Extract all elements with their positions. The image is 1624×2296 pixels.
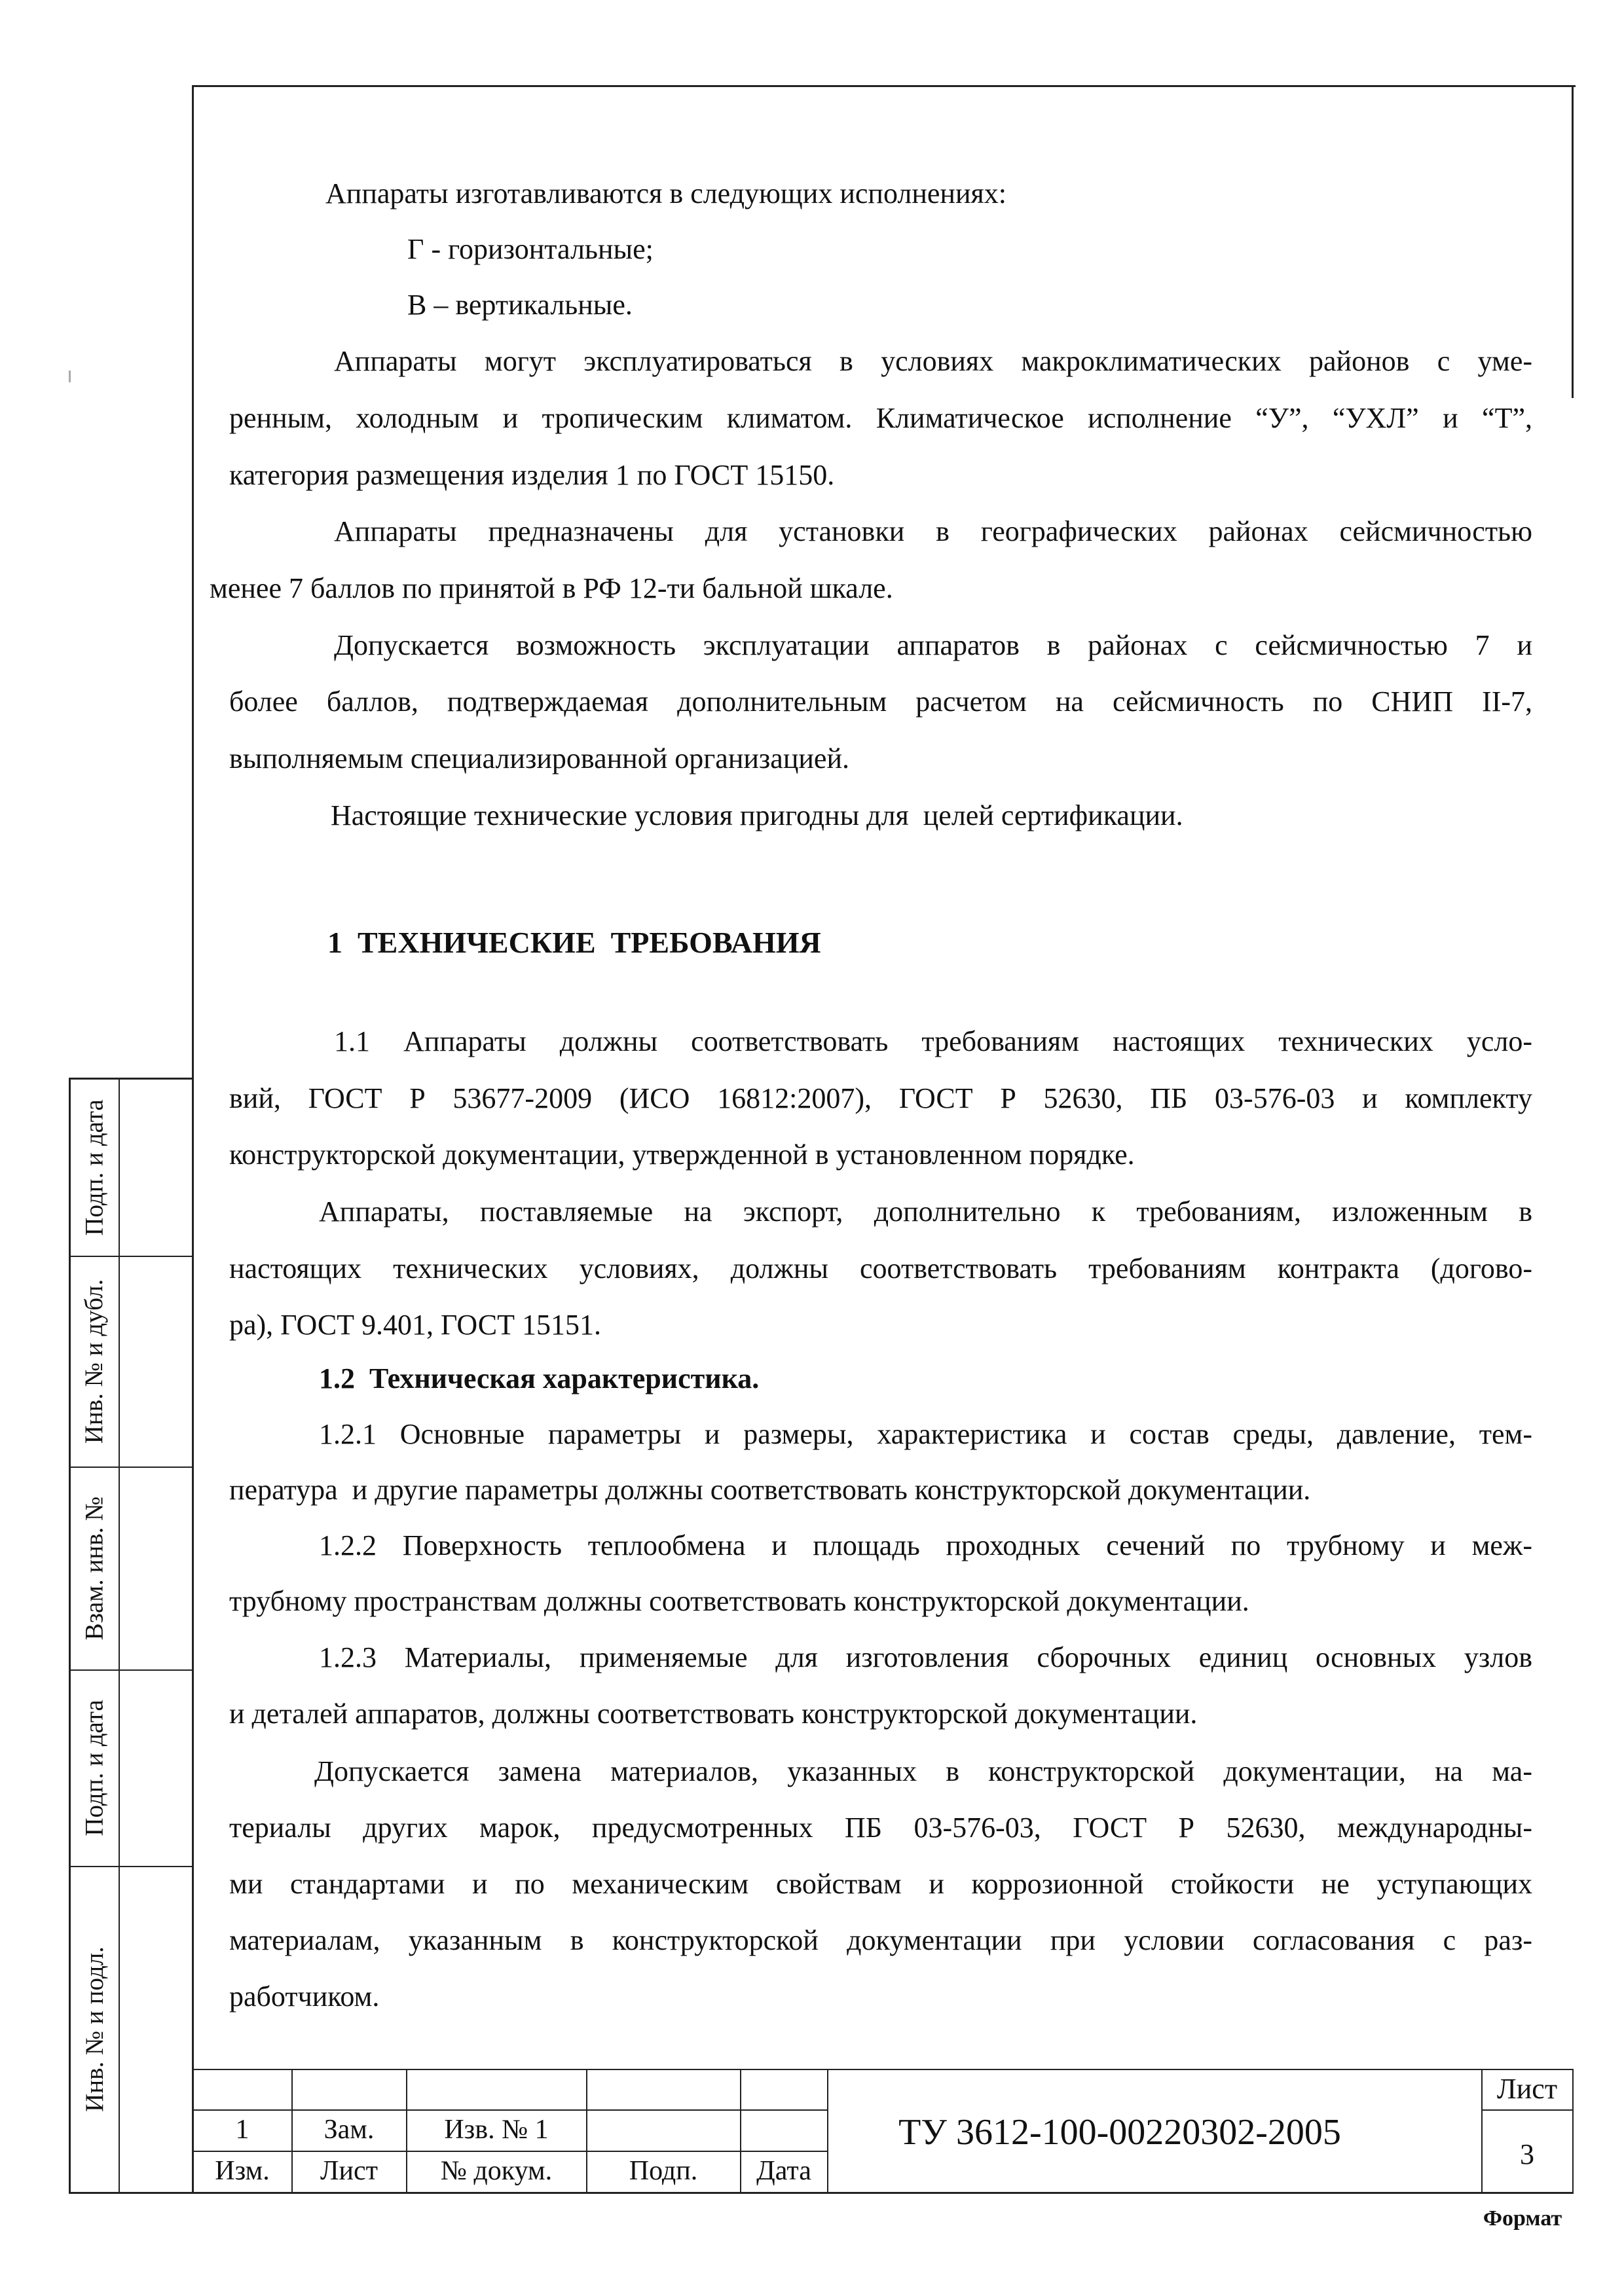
paragraph-line: работчиком. [229, 1980, 380, 2013]
paragraph-line: категория размещения изделия 1 по ГОСТ 15150. [229, 459, 835, 491]
change-type: Зам. [323, 2115, 375, 2145]
paragraph-line: Допускается замена материалов, указанных в конструкторской документации, на ма- [314, 1755, 1532, 1787]
paragraph-line: ра), ГОСТ 9.401, ГОСТ 15151. [229, 1309, 601, 1341]
sheet-label: Лист [1496, 2073, 1558, 2105]
title-block-top-line [192, 2069, 1574, 2070]
paragraph-line: Аппараты, поставляемые на экспорт, дополнительно к требованиям, изложенным в [319, 1195, 1532, 1228]
paragraph-line: выполняемым специализированной организацией. [229, 742, 849, 774]
notice-number: Изв. № 1 [444, 2115, 549, 2145]
paragraph-line: Аппараты могут эксплуатироваться в условиях макроклиматических районов с уме- [334, 345, 1532, 377]
sheet-number: 3 [1520, 2138, 1534, 2170]
margin-mark [69, 371, 71, 382]
paragraph-line: более баллов, подтверждаемая дополнительным расчетом на сейсмичность по СНИП II-7, [229, 685, 1532, 718]
header-signature: Подп. [629, 2156, 698, 2186]
sheet-cell-line [1481, 2109, 1574, 2111]
title-block-row-line [192, 2151, 827, 2152]
paragraph-line: вий, ГОСТ Р 53677-2009 (ИСО 16812:2007), ГОСТ Р 52630, ПБ 03-576-03 и комплекту [229, 1082, 1532, 1114]
paragraph-line: настоящих технических условиях, должны соответствовать требованиям контракта (догово- [229, 1252, 1532, 1285]
header-list: Лист [320, 2156, 378, 2186]
paragraph-line: Настоящие технические условия пригодны для целей сертификации. [331, 799, 1183, 831]
side-label-inv-original: Инв. № и подл. [80, 1946, 109, 2112]
paragraph-line: 1.1 Аппараты должны соответствовать требованиям настоящих технических усло- [334, 1025, 1532, 1057]
format-label: Формат [1483, 2206, 1562, 2231]
side-label-inv-dupl: Инв. № и дубл. [80, 1279, 109, 1444]
paragraph-line: пература и другие параметры должны соответствовать конструкторской документации. [229, 1474, 1311, 1506]
paragraph-line: 1.2.2 Поверхность теплообмена и площадь проходных сечений по трубному и меж- [319, 1529, 1532, 1561]
paragraph-line: териалы других марок, предусмотренных ПБ 03-576-03, ГОСТ Р 52630, международны- [229, 1812, 1532, 1844]
title-block-col-line [827, 2069, 828, 2192]
paragraph-line: и деталей аппаратов, должны соответствовать конструкторской документации. [229, 1698, 1198, 1730]
paragraph-line: ми стандартами и по механическим свойствам и коррозионной стойкости не уступающих [229, 1868, 1532, 1900]
paragraph-line: 1.2.3 Материалы, применяемые для изготовления сборочных единиц основных узлов [319, 1641, 1532, 1673]
change-number: 1 [235, 2115, 249, 2145]
paragraph-line: Допускается возможность эксплуатации аппаратов в районах с сейсмичностью 7 и [334, 629, 1532, 661]
frame-right-edge [1572, 85, 1574, 398]
paragraph-line: 1.2.1 Основные параметры и размеры, характеристика и состав среды, давление, тем- [319, 1418, 1532, 1450]
side-label-signature-date-1: Подп. и дата [80, 1099, 109, 1236]
header-izm: Изм. [215, 2156, 270, 2186]
variant-horizontal: Г - горизонтальные; [407, 233, 654, 265]
paragraph-line: материалам, указанным в конструкторской документации при условии согласования с раз- [229, 1924, 1532, 1956]
paragraph-line: Аппараты предназначены для установки в географических районах сейсмичностью [334, 515, 1532, 547]
header-doc: № докум. [440, 2156, 553, 2186]
frame-bottom-edge [69, 2192, 1574, 2194]
paragraph-line: конструкторской документации, утвержденной в установленном порядке. [229, 1139, 1135, 1171]
header-date: Дата [756, 2156, 811, 2186]
side-label-signature-date-2: Подп. и дата [80, 1699, 109, 1836]
side-label-replace-inv: Взам. инв. № [80, 1496, 109, 1640]
side-strip-divider [119, 1078, 120, 2192]
variant-vertical: В – вертикальные. [407, 289, 633, 321]
paragraph-line: менее 7 баллов по принятой в РФ 12-ти бальной шкале. [210, 572, 893, 604]
paragraph-line: ренным, холодным и тропическим климатом. Климатическое исполнение “У”, “УХЛ” и “Т”, [229, 402, 1532, 434]
section-heading: 1 ТЕХНИЧЕСКИЕ ТРЕБОВАНИЯ [327, 926, 821, 959]
document-code: ТУ 3612-100-00220302-2005 [898, 2112, 1341, 2153]
paragraph-line: трубному пространствам должны соответствовать конструкторской документации. [229, 1585, 1249, 1617]
title-block-row-line [192, 2109, 827, 2111]
subsection-heading: 1.2 Техническая характеристика. [319, 1362, 760, 1394]
intro-line: Аппараты изготавливаются в следующих исполнениях: [325, 177, 1006, 210]
